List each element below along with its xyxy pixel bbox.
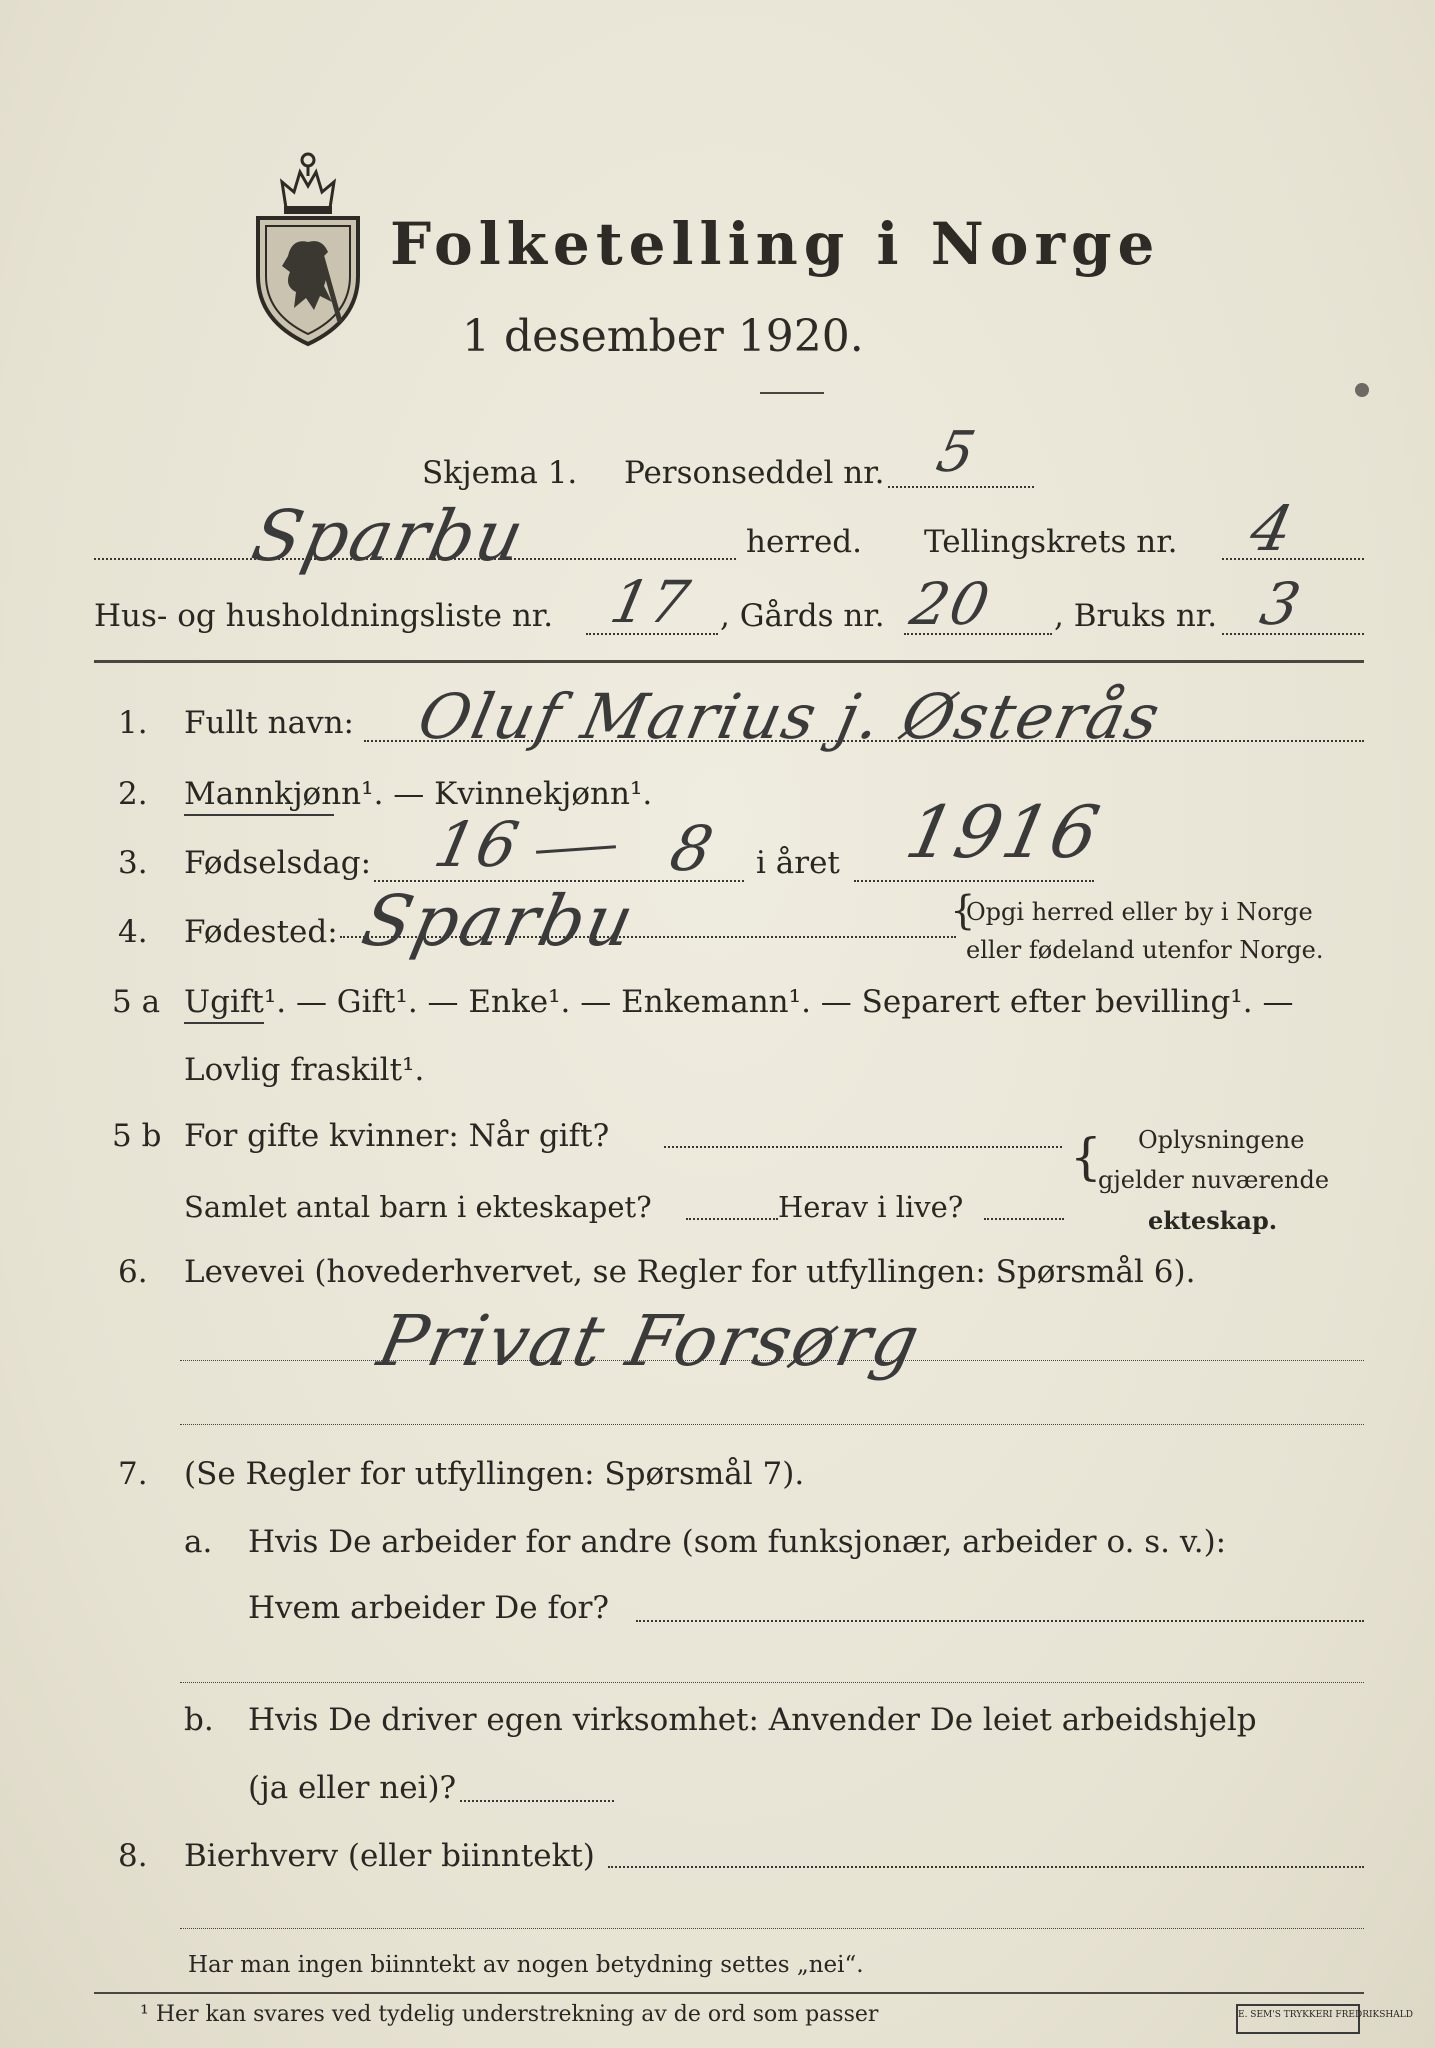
children-alive-line (984, 1218, 1064, 1220)
skjema-label: Skjema 1. (422, 455, 578, 491)
hired-help-line (460, 1800, 614, 1802)
herred-label: herred. (746, 524, 862, 560)
husholdning-label: Hus- og husholdningsliste nr. (94, 598, 554, 634)
header-rule (94, 660, 1364, 663)
birthdate-label: Fødselsdag: (184, 845, 372, 881)
ink-spot (1355, 383, 1369, 397)
children-count-line (686, 1218, 778, 1220)
birthplace-label: Fødested: (184, 914, 338, 950)
employer-line-2 (180, 1682, 1364, 1683)
q7a-letter: a. (184, 1524, 213, 1560)
occupation-label: Levevei (hovederhvervet, se Regler for utfyllingen: Spørsmål 6). (184, 1254, 1196, 1290)
occupation-line-2 (180, 1424, 1364, 1425)
coat-of-arms-icon (248, 146, 368, 346)
q6-number: 6. (118, 1254, 148, 1290)
full-name-value[interactable]: Oluf Marius j. Østerås (412, 680, 1168, 753)
q2-number: 2. (118, 776, 148, 812)
children-count-label: Samlet antal barn i ekteskapet? (184, 1190, 652, 1224)
q1-number: 1. (118, 705, 148, 741)
q3-number: 3. (118, 845, 148, 881)
birthplace-note-1: Opgi herred eller by i Norge (966, 898, 1313, 926)
title-divider (760, 392, 824, 394)
q4-number: 4. (118, 914, 148, 950)
bruks-label: , Bruks nr. (1054, 598, 1218, 634)
side-income-label: Bierhverv (eller biinntekt) (184, 1838, 595, 1874)
husholdning-value[interactable]: 17 (604, 568, 698, 636)
gender-underline (184, 814, 334, 816)
birthplace-value[interactable]: Sparbu (355, 880, 643, 962)
gender-label: Mannkjønn¹. — Kvinnekjønn¹. (184, 776, 653, 812)
birth-month-value[interactable]: 8 (664, 812, 722, 885)
personseddel-label: Personseddel nr. (624, 455, 885, 491)
marriage-note-2: gjelder nuværende (1098, 1166, 1330, 1194)
bruks-value[interactable]: 3 (1254, 570, 1309, 638)
full-name-label: Fullt navn: (184, 705, 354, 741)
q7-number: 7. (118, 1456, 148, 1492)
marriage-note-3: ekteskap. (1148, 1206, 1278, 1235)
q7b-label: Hvis De driver egen virksomhet: Anvender De leiet arbeidshjelp (248, 1702, 1257, 1738)
q7a-label: Hvis De arbeider for andre (som funksjonær, arbeider o. s. v.): (248, 1524, 1227, 1560)
marriage-brace: { (1070, 1128, 1102, 1186)
footnote: ¹ Her kan svares ved tydelig understrekning av de ord som passer (140, 2002, 879, 2027)
side-income-line (608, 1866, 1364, 1868)
marital-status-label-2: Lovlig fraskilt¹. (184, 1052, 425, 1088)
date-dash (536, 845, 616, 854)
side-income-line-2 (180, 1928, 1364, 1929)
gards-label: , Gårds nr. (720, 598, 885, 634)
employer-line (636, 1620, 1364, 1622)
personseddel-value[interactable]: 5 (931, 420, 983, 485)
birth-year-line (854, 880, 1094, 882)
birthplace-note-2: eller fødeland utenfor Norge. (966, 936, 1324, 964)
census-date: 1 desember 1920. (462, 311, 864, 362)
personseddel-line (888, 486, 1034, 488)
q5a-number: 5 a (112, 984, 161, 1020)
hired-help-label: (ja eller nei)? (248, 1770, 457, 1806)
employer-label: Hvem arbeider De for? (248, 1590, 610, 1626)
birthplace-brace: { (950, 888, 976, 934)
occupation-value[interactable]: Privat Forsørg (371, 1300, 929, 1382)
printer-stamp (1236, 2004, 1413, 2034)
tellingskrets-line (1222, 558, 1364, 560)
birth-year-value[interactable]: 1916 (899, 790, 1109, 874)
children-alive-label: Herav i live? (778, 1190, 964, 1224)
printer-stamp-text: E. SEM'S TRYKKERI FREDRIKSHALD (1238, 2010, 1413, 2020)
page-title: Folketelling i Norge (390, 210, 1161, 278)
married-date-line (664, 1146, 1062, 1148)
herred-value[interactable]: Sparbu (245, 495, 533, 577)
tellingskrets-label: Tellingskrets nr. (924, 524, 1178, 560)
no-income-note: Har man ingen biinntekt av nogen betydning settes „nei“. (188, 1952, 864, 1978)
q5b-number: 5 b (112, 1118, 162, 1154)
q7-label: (Se Regler for utfyllingen: Spørsmål 7). (184, 1456, 805, 1492)
married-women-label: For gifte kvinner: Når gift? (184, 1118, 610, 1154)
marital-underline (184, 1022, 264, 1024)
q8-number: 8. (118, 1838, 148, 1874)
marriage-note-1: Oplysningene (1138, 1126, 1305, 1154)
birth-year-label: i året (756, 845, 840, 881)
tellingskrets-value[interactable]: 4 (1244, 492, 1302, 565)
q7b-letter: b. (184, 1702, 214, 1738)
footnote-rule (94, 1992, 1364, 1994)
marital-status-label: Ugift¹. — Gift¹. — Enke¹. — Enkemann¹. — Separert efter bevilling¹. — (184, 984, 1294, 1020)
birth-day-value[interactable]: 16 (428, 808, 527, 881)
gards-value[interactable]: 20 (904, 570, 998, 638)
